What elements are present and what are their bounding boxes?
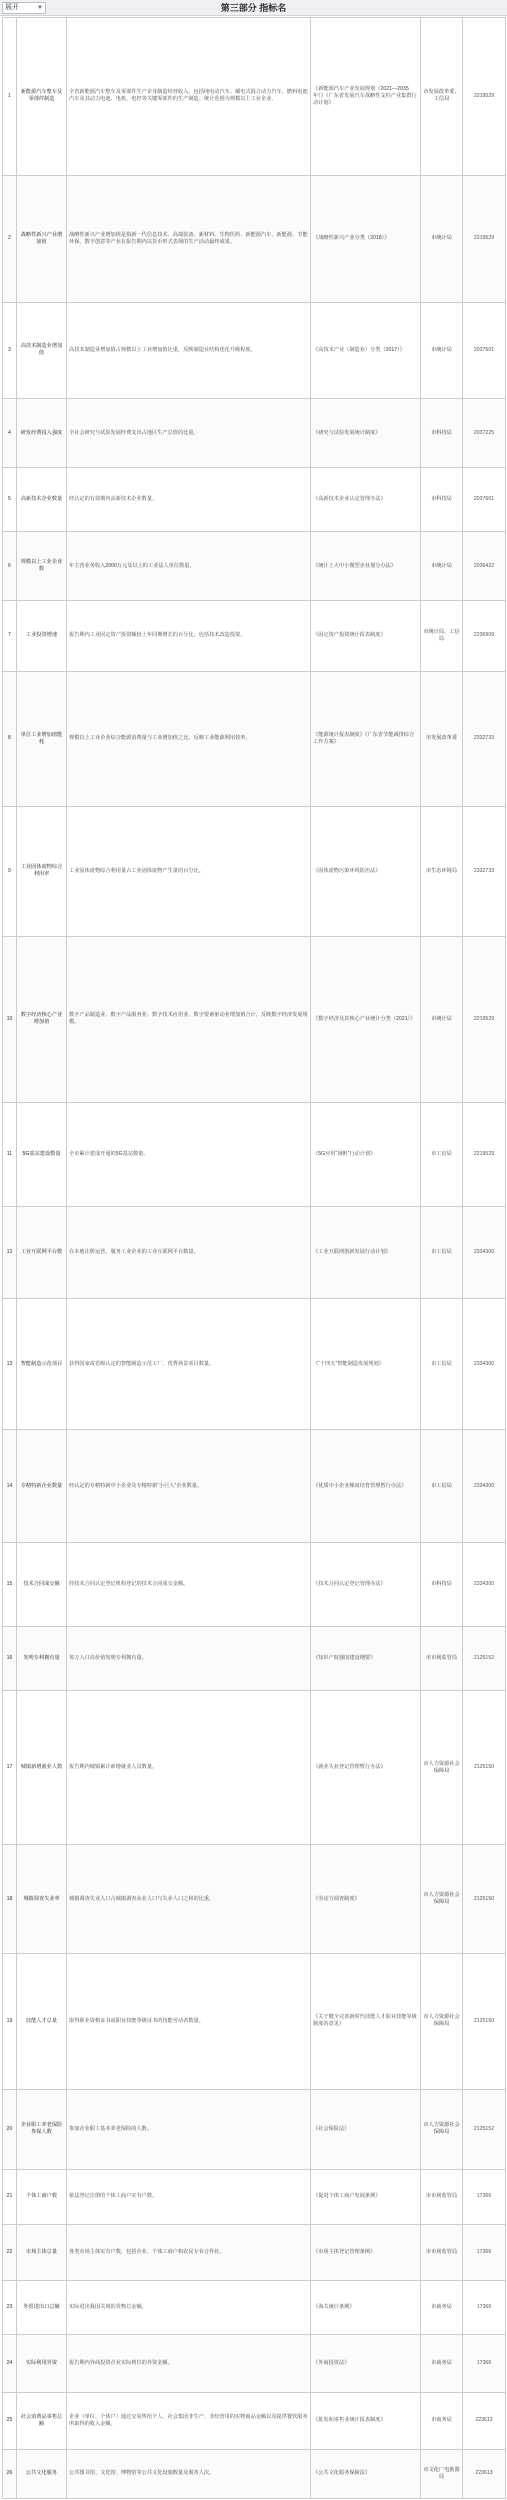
responsible-org: 市人力资源社会保障局 <box>421 1845 463 1954</box>
indicator-name: 外贸进出口总额 <box>17 2280 67 2334</box>
indicator-name: 战略性新兴产业增加值 <box>17 175 67 302</box>
row-number: 21 <box>3 2169 17 2225</box>
table-row <box>3 302 506 398</box>
row-number: 1 <box>3 18 17 176</box>
table-row <box>3 468 506 532</box>
responsible-org: 市统计局 <box>421 302 463 398</box>
table-row <box>3 1691 506 1845</box>
row-number: 18 <box>3 1845 17 1954</box>
indicator-code: 17366 <box>463 2280 506 2334</box>
indicator-content: 战略性新兴产业增加值是指新一代信息技术、高端装备、新材料、生物医药、新能源汽车、新能源、节能环保、数字创意等产业在报告期内以货币形式表现的生产活动最终成果。 <box>67 175 311 302</box>
indicator-code: 17366 <box>463 2225 506 2281</box>
indicator-basis: 《市场主体登记管理条例》 <box>311 2225 421 2281</box>
indicator-name: 城镇调查失业率 <box>17 1845 67 1954</box>
table-row <box>3 807 506 937</box>
table-row <box>3 2392 506 2449</box>
indicator-basis: 《关于健全完善新时代技能人才职业技能等级制度的意见》 <box>311 1953 421 2089</box>
indicator-content: 获得国家或省级认定的智能制造示范工厂、优秀场景项目数量。 <box>67 1299 311 1430</box>
row-number: 12 <box>3 1206 17 1299</box>
indicator-basis: 《高新技术企业认定管理办法》 <box>311 468 421 532</box>
indicator-content: 年主营业务收入2000万元及以上的工业法人单位数量。 <box>67 532 311 601</box>
indicator-name: 智能制造示范项目 <box>17 1299 67 1430</box>
row-number: 2 <box>3 175 17 302</box>
row-number: 16 <box>3 1627 17 1691</box>
table-row <box>3 1103 506 1207</box>
indicator-basis: 《固定资产投资统计报表制度》 <box>311 601 421 671</box>
indicator-code: 2125152 <box>463 2089 506 2169</box>
responsible-org: 市人力资源社会保障局 <box>421 2089 463 2169</box>
indicator-basis: 《就业失业登记管理暂行办法》 <box>311 1691 421 1845</box>
table-row <box>3 2334 506 2392</box>
responsible-org: 市工信局 <box>421 1429 463 1542</box>
indicator-code: 17366 <box>463 2169 506 2225</box>
indicator-name: 城镇新增就业人数 <box>17 1691 67 1845</box>
row-number: 11 <box>3 1103 17 1207</box>
indicator-name: 规模以上工业企业数 <box>17 532 67 601</box>
responsible-org: 市发展改革委、工信局 <box>421 18 463 176</box>
indicator-name: 公共文化服务 <box>17 2449 67 2498</box>
table-row <box>3 175 506 302</box>
table-row <box>3 936 506 1103</box>
table-row <box>3 532 506 601</box>
indicator-content: 每万人口高价值发明专利拥有量。 <box>67 1627 311 1691</box>
indicator-content: 数字产品制造业、数字产品服务业、数字技术应用业、数字要素驱动业增加值合计，反映数字经济发展规模。 <box>67 936 311 1103</box>
row-number: 6 <box>3 532 17 601</box>
indicator-basis: 《固体废物污染环境防治法》 <box>311 807 421 937</box>
indicator-code: 2334300 <box>463 1429 506 1542</box>
indicator-basis: 《外商投资法》 <box>311 2334 421 2392</box>
indicator-basis: 《海关统计条例》 <box>311 2280 421 2334</box>
indicator-name: 工业固体废物综合利用率 <box>17 807 67 937</box>
indicator-content: 公共图书馆、文化馆、博物馆等公共文化设施数量及服务人次。 <box>67 2449 311 2498</box>
indicator-basis: 《统计上大中小微型企业划分办法》 <box>311 532 421 601</box>
indicator-content: 报告期内外商投资企业实际到位的外资金额。 <box>67 2334 311 2392</box>
chevron-down-icon: ▼ <box>37 5 43 11</box>
indicator-table-body <box>3 18 506 2499</box>
table-row <box>3 1845 506 1954</box>
indicator-name: 个体工商户数 <box>17 2169 67 2225</box>
indicator-name: 5G基站建设数量 <box>17 1103 67 1207</box>
indicator-name: 企业职工养老保险参保人数 <box>17 2089 67 2169</box>
indicator-basis: 《研究与试验发展统计制度》 <box>311 398 421 467</box>
responsible-org: 市工信局 <box>421 1103 463 1207</box>
indicator-name: 技术合同成交额 <box>17 1543 67 1627</box>
row-number: 26 <box>3 2449 17 2498</box>
responsible-org: 市科技局 <box>421 398 463 467</box>
indicator-content: 取得职业资格证书或职业技能等级证书的技能劳动者数量。 <box>67 1953 311 2089</box>
row-number: 9 <box>3 807 17 937</box>
row-number: 4 <box>3 398 17 467</box>
indicator-code: 2037601 <box>463 468 506 532</box>
indicator-basis: 《劳动力调查制度》 <box>311 1845 421 1954</box>
row-number: 15 <box>3 1543 17 1627</box>
row-number: 22 <box>3 2225 17 2281</box>
indicator-basis: 《公共文化服务保障法》 <box>311 2449 421 2498</box>
responsible-org: 市文化广电旅游局 <box>421 2449 463 2498</box>
indicator-name: 新能源汽车整车及零部件制造 <box>17 18 67 176</box>
responsible-org: 市市场监管局 <box>421 1627 463 1691</box>
row-number: 17 <box>3 1691 17 1845</box>
indicator-basis: 《社会保险法》 <box>311 2089 421 2169</box>
responsible-org: 市市场监管局 <box>421 2169 463 2225</box>
row-number: 20 <box>3 2089 17 2169</box>
table-row <box>3 1299 506 1430</box>
expand-select-value: 展开 <box>5 4 19 11</box>
table-row <box>3 671 506 807</box>
indicator-basis: 《促进个体工商户发展条例》 <box>311 2169 421 2225</box>
indicator-code: 2332733 <box>463 671 506 807</box>
responsible-org: 市生态环境局 <box>421 807 463 937</box>
indicator-content: 经技术合同认定登记机构登记的技术合同成交金额。 <box>67 1543 311 1627</box>
indicator-content: 在本地注册运营、服务工业企业的工业互联网平台数量。 <box>67 1206 311 1299</box>
indicator-basis: 《新能源汽车产业发展规划（2021—2035年）》《广东省发展汽车战略性支柱产业集群行动计划》 <box>311 18 421 176</box>
table-row <box>3 1627 506 1691</box>
table-row <box>3 1429 506 1542</box>
indicator-code: 2219529 <box>463 18 506 176</box>
responsible-org: 市统计局、工信局 <box>421 601 463 671</box>
indicator-content: 高技术制造业增加值占规模以上工业增加值比重，反映制造业结构优化升级程度。 <box>67 302 311 398</box>
indicator-basis: 《“十四五”智能制造发展规划》 <box>311 1299 421 1430</box>
indicator-content: 全市累计建成开通的5G基站数量。 <box>67 1103 311 1207</box>
table-row <box>3 398 506 467</box>
indicator-content: 实际进出我国关境的货物总金额。 <box>67 2280 311 2334</box>
indicator-basis: 《工业互联网创新发展行动计划》 <box>311 1206 421 1299</box>
row-number: 3 <box>3 302 17 398</box>
table-row <box>3 2449 506 2498</box>
row-number: 7 <box>3 601 17 671</box>
indicator-table <box>2 17 506 2499</box>
indicator-code: 2125150 <box>463 1691 506 1845</box>
page-title: 第三部分 指标名 <box>220 3 287 13</box>
row-number: 8 <box>3 671 17 807</box>
table-row <box>3 601 506 671</box>
responsible-org: 市商务局 <box>421 2392 463 2449</box>
row-number: 25 <box>3 2392 17 2449</box>
indicator-basis: 《高技术产业（制造业）分类（2017）》 <box>311 302 421 398</box>
row-number: 13 <box>3 1299 17 1430</box>
indicator-code: 2219529 <box>463 1103 506 1207</box>
row-number: 10 <box>3 936 17 1103</box>
indicator-name: 发明专利拥有量 <box>17 1627 67 1691</box>
responsible-org: 市统计局 <box>421 175 463 302</box>
indicator-basis: 《批发和零售业统计报表制度》 <box>311 2392 421 2449</box>
indicator-content: 各类市场主体实有户数，包括企业、个体工商户和农民专业合作社。 <box>67 2225 311 2281</box>
indicator-name: 单位工业增加值能耗 <box>17 671 67 807</box>
indicator-content: 报告期内城镇累计新增就业人员数量。 <box>67 1691 311 1845</box>
indicator-code: 2219529 <box>463 175 506 302</box>
table-row <box>3 2225 506 2281</box>
indicator-code: 2125150 <box>463 1953 506 2089</box>
table-row <box>3 2280 506 2334</box>
responsible-org: 市科技局 <box>421 1543 463 1627</box>
indicator-code: 2334300 <box>463 1206 506 1299</box>
table-row <box>3 1543 506 1627</box>
indicator-code: 2037601 <box>463 302 506 398</box>
responsible-org: 市科技局 <box>421 468 463 532</box>
indicator-name: 工业互联网平台数 <box>17 1206 67 1299</box>
indicator-content: 规模以上工业企业综合能源消费量与工业增加值之比，反映工业能源利用效率。 <box>67 671 311 807</box>
indicator-content: 经认定的有效期内高新技术企业数量。 <box>67 468 311 532</box>
indicator-code: 2125150 <box>463 1845 506 1954</box>
row-number: 24 <box>3 2334 17 2392</box>
indicator-name: 市场主体总量 <box>17 2225 67 2281</box>
responsible-org: 市商务局 <box>421 2280 463 2334</box>
table-row <box>3 18 506 176</box>
indicator-code: 17366 <box>463 2334 506 2392</box>
responsible-org: 市工信局 <box>421 1299 463 1430</box>
table-row <box>3 1206 506 1299</box>
indicator-code: 2125152 <box>463 1627 506 1691</box>
indicator-basis: 《能源统计报表制度》《广东省节能减排综合工作方案》 <box>311 671 421 807</box>
indicator-code: 2036422 <box>463 532 506 601</box>
table-row <box>3 2089 506 2169</box>
indicator-code: 2219529 <box>463 936 506 1103</box>
row-number: 19 <box>3 1953 17 2089</box>
indicator-code: 2332733 <box>463 807 506 937</box>
indicator-content: 依法登记注册的个体工商户实有户数。 <box>67 2169 311 2225</box>
row-number: 14 <box>3 1429 17 1542</box>
indicator-name: 社会消费品零售总额 <box>17 2392 67 2449</box>
indicator-basis: 《数字经济及其核心产业统计分类（2021）》 <box>311 936 421 1103</box>
responsible-org: 市市场监管局 <box>421 2225 463 2281</box>
responsible-org: 市人力资源社会保障局 <box>421 1691 463 1845</box>
indicator-content: 城镇调查失业人口占城镇调查从业人口与失业人口之和的比重。 <box>67 1845 311 1954</box>
indicator-name: 技能人才总量 <box>17 1953 67 2089</box>
responsible-org: 市人力资源社会保障局 <box>421 1953 463 2089</box>
indicator-content: 全省新能源汽车整车及零部件生产企业制造经营收入，包括纯电动汽车、插电式混合动力汽车、燃料电池汽车及其动力电池、电机、电控等关键零部件的生产制造。统计范围为规模以上工业企业。 <box>67 18 311 176</box>
responsible-org: 市统计局 <box>421 532 463 601</box>
indicator-content: 报告期内工业固定资产投资额较上年同期增长的百分比，包括技术改造投资。 <box>67 601 311 671</box>
toolbar <box>0 0 507 16</box>
indicator-code: 223613 <box>463 2392 506 2449</box>
table-row <box>3 2169 506 2225</box>
indicator-basis: 《技术合同认定登记管理办法》 <box>311 1543 421 1627</box>
indicator-name: 工业投资增速 <box>17 601 67 671</box>
indicator-content: 全社会研究与试验发展经费支出占地区生产总值的比重。 <box>67 398 311 467</box>
indicator-content: 工业固体废物综合利用量占工业固体废物产生量的百分比。 <box>67 807 311 937</box>
indicator-name: 专精特新企业数量 <box>17 1429 67 1542</box>
indicator-content: 经认定的专精特新中小企业及专精特新“小巨人”企业数量。 <box>67 1429 311 1542</box>
indicator-code: 2334300 <box>463 1299 506 1430</box>
table-row <box>3 1953 506 2089</box>
responsible-org: 市工信局 <box>421 1206 463 1299</box>
indicator-name: 实际利用外资 <box>17 2334 67 2392</box>
indicator-code: 2236909 <box>463 601 506 671</box>
responsible-org: 市发展改革委 <box>421 671 463 807</box>
indicator-basis: 《5G应用“扬帆”行动计划》 <box>311 1103 421 1207</box>
indicator-code: 2037225 <box>463 398 506 467</box>
responsible-org: 市统计局 <box>421 936 463 1103</box>
indicator-content: 参加企业职工基本养老保险的人数。 <box>67 2089 311 2169</box>
indicator-code: 2334300 <box>463 1543 506 1627</box>
indicator-basis: 《优质中小企业梯度培育管理暂行办法》 <box>311 1429 421 1542</box>
indicator-name: 高技术制造业增加值 <box>17 302 67 398</box>
indicator-name: 数字经济核心产业增加值 <box>17 936 67 1103</box>
responsible-org: 市商务局 <box>421 2334 463 2392</box>
indicator-basis: 《战略性新兴产业分类（2018）》 <box>311 175 421 302</box>
indicator-basis: 《知识产权强国建设纲要》 <box>311 1627 421 1691</box>
row-number: 5 <box>3 468 17 532</box>
indicator-code: 223613 <box>463 2449 506 2498</box>
indicator-name: 研发经费投入强度 <box>17 398 67 467</box>
row-number: 23 <box>3 2280 17 2334</box>
indicator-name: 高新技术企业数量 <box>17 468 67 532</box>
indicator-content: 企业（单位、个体户）通过交易售给个人、社会集团非生产、非经营用的实物商品金额以及提供餐饮服务所取得的收入金额。 <box>67 2392 311 2449</box>
